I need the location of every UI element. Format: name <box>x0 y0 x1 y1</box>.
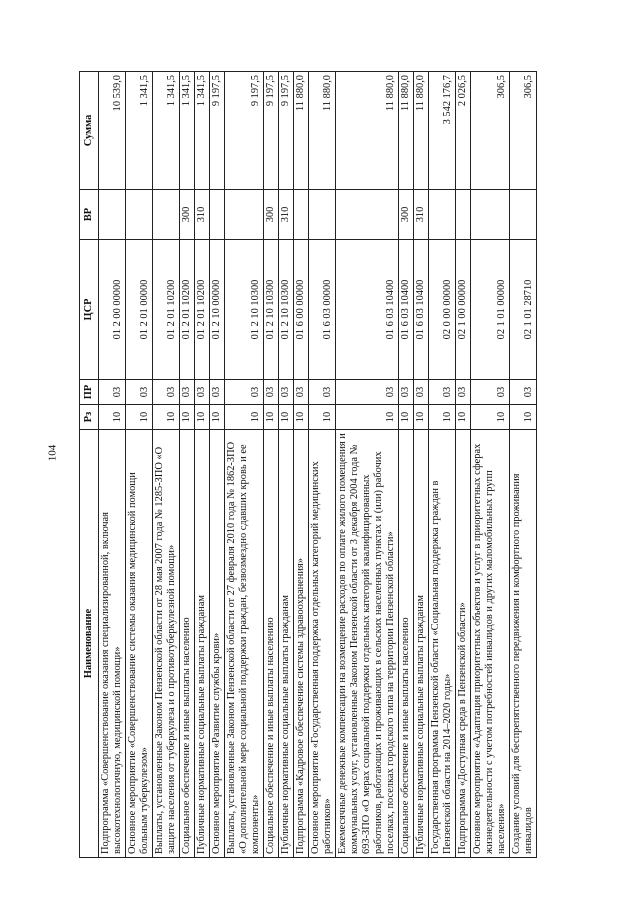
table-row <box>279 72 294 858</box>
table-row <box>429 72 456 858</box>
cell-csr: 01 2 00 00000 <box>99 240 126 380</box>
cell-name: Подпрограмма «Доступная среда в Пензенской области» <box>456 430 471 858</box>
cell-pr: 03 <box>279 380 294 405</box>
header-vr: ВР <box>80 190 99 240</box>
cell-csr: 01 2 01 10200 <box>153 240 180 380</box>
cell-pr: 03 <box>153 380 180 405</box>
table-row <box>456 72 471 858</box>
cell-vr <box>294 190 309 240</box>
table-row <box>294 72 309 858</box>
cell-sum: 306,5 <box>471 72 510 190</box>
table-row <box>126 72 153 858</box>
table-row <box>510 72 537 858</box>
cell-pr: 03 <box>399 380 414 405</box>
cell-name: Социальное обеспечение и иные выплаты населению <box>399 430 414 858</box>
cell-sum: 11 880,0 <box>336 72 399 190</box>
cell-name: Социальное обеспечение и иные выплаты населению <box>180 430 195 858</box>
cell-sum: 9 197,5 <box>279 72 294 190</box>
cell-csr: 01 6 00 00000 <box>294 240 309 380</box>
cell-sum: 11 880,0 <box>309 72 336 190</box>
cell-sum: 1 341,5 <box>153 72 180 190</box>
cell-csr: 01 2 10 10300 <box>225 240 264 380</box>
cell-csr: 02 1 00 00000 <box>456 240 471 380</box>
cell-name: Публичные нормативные социальные выплаты гражданам <box>195 430 210 858</box>
cell-sum: 10 539,0 <box>99 72 126 190</box>
cell-vr: 310 <box>195 190 210 240</box>
table-row <box>471 72 510 858</box>
cell-name: Государственная программа Пензенской области «Социальная поддержка граждан в Пензенской области на 2014–2020 годы» <box>429 430 456 858</box>
cell-sum: 1 341,5 <box>180 72 195 190</box>
cell-sum: 11 880,0 <box>399 72 414 190</box>
cell-csr: 01 6 03 10400 <box>414 240 429 380</box>
cell-vr <box>225 190 264 240</box>
header-sum: Сумма <box>80 72 99 190</box>
cell-vr <box>471 190 510 240</box>
cell-sum: 2 026,5 <box>456 72 471 190</box>
cell-csr: 01 2 01 00000 <box>126 240 153 380</box>
cell-rz: 10 <box>510 405 537 430</box>
cell-pr: 03 <box>510 380 537 405</box>
cell-name: Создание условий для беспрепятственного передвижения и комфортного проживания инвалидов <box>510 430 537 858</box>
cell-pr: 03 <box>99 380 126 405</box>
cell-pr: 03 <box>429 380 456 405</box>
header-pr: ПР <box>80 380 99 405</box>
cell-vr <box>99 190 126 240</box>
table-row <box>180 72 195 858</box>
cell-vr: 300 <box>399 190 414 240</box>
cell-csr: 01 6 03 10400 <box>399 240 414 380</box>
cell-vr: 310 <box>279 190 294 240</box>
cell-sum: 9 197,5 <box>210 72 225 190</box>
cell-sum: 3 542 176,7 <box>429 72 456 190</box>
cell-pr: 03 <box>264 380 279 405</box>
cell-rz: 10 <box>210 405 225 430</box>
cell-rz: 10 <box>471 405 510 430</box>
cell-pr: 03 <box>180 380 195 405</box>
page-number: 104 <box>46 444 58 462</box>
cell-vr <box>456 190 471 240</box>
cell-csr: 01 2 10 10300 <box>279 240 294 380</box>
cell-vr <box>210 190 225 240</box>
cell-vr <box>429 190 456 240</box>
cell-rz: 10 <box>225 405 264 430</box>
cell-rz: 10 <box>126 405 153 430</box>
cell-pr: 03 <box>309 380 336 405</box>
cell-sum: 11 880,0 <box>294 72 309 190</box>
cell-pr: 03 <box>336 380 399 405</box>
table-row <box>336 72 399 858</box>
table-row <box>99 72 126 858</box>
cell-rz: 10 <box>99 405 126 430</box>
cell-sum: 306,5 <box>510 72 537 190</box>
cell-name: Выплаты, установленные Законом Пензенской области от 27 февраля 2010 года № 1862-ЗПО «О дополнительной мере социальной поддержки граждан, безвозмездно сдавших кровь и ее компоненты» <box>225 430 264 858</box>
budget-table <box>79 71 537 858</box>
cell-csr: 01 2 01 10200 <box>195 240 210 380</box>
cell-vr <box>336 190 399 240</box>
cell-pr: 03 <box>414 380 429 405</box>
table-row <box>210 72 225 858</box>
cell-name: Социальное обеспечение и иные выплаты населению <box>264 430 279 858</box>
cell-pr: 03 <box>456 380 471 405</box>
table-row <box>414 72 429 858</box>
cell-rz: 10 <box>336 405 399 430</box>
cell-vr <box>153 190 180 240</box>
cell-rz: 10 <box>456 405 471 430</box>
cell-sum: 11 880,0 <box>414 72 429 190</box>
cell-rz: 10 <box>180 405 195 430</box>
cell-name: Выплаты, установленные Законом Пензенской области от 28 мая 2007 года № 1285-ЗПО «О защите населения от туберкулеза и о противотуберкулезной помощи» <box>153 430 180 858</box>
table-header-row <box>80 72 99 858</box>
cell-vr <box>309 190 336 240</box>
table-row <box>399 72 414 858</box>
cell-rz: 10 <box>195 405 210 430</box>
cell-csr: 02 1 01 28710 <box>510 240 537 380</box>
cell-name: Основное мероприятие «Адаптация приоритетных объектов и услуг в приоритетных сферах жизнедеятельности с учетом потребностей инвалидов и других маломобильных групп населения» <box>471 430 510 858</box>
cell-csr: 01 6 03 00000 <box>309 240 336 380</box>
cell-name: Публичные нормативные социальные выплаты гражданам <box>279 430 294 858</box>
cell-sum: 9 197,5 <box>264 72 279 190</box>
cell-rz: 10 <box>294 405 309 430</box>
table-row <box>309 72 336 858</box>
cell-pr: 03 <box>294 380 309 405</box>
cell-csr: 01 6 03 10400 <box>336 240 399 380</box>
cell-csr: 01 2 10 00000 <box>210 240 225 380</box>
cell-rz: 10 <box>264 405 279 430</box>
header-name: Наименование <box>80 430 99 858</box>
rotated-page <box>79 72 577 858</box>
cell-vr <box>126 190 153 240</box>
cell-rz: 10 <box>414 405 429 430</box>
cell-pr: 03 <box>195 380 210 405</box>
cell-vr: 300 <box>180 190 195 240</box>
cell-pr: 03 <box>126 380 153 405</box>
header-rz: Рз <box>80 405 99 430</box>
cell-pr: 03 <box>471 380 510 405</box>
cell-name: Ежемесячные денежные компенсации на возмещение расходов по оплате жилого помещения и коммунальных услуг, установленные Законом Пензенской области от 3 декабря 2004 года № 693-ЗПО «О мерах социальной поддержки отдельных категорий квалифицированных работников, работающих и проживающих в сельских населенных пунктах и (или) рабочих поселках, поселках городского типа на территории Пензенской области» <box>336 430 399 858</box>
cell-vr <box>510 190 537 240</box>
cell-name: Основное мероприятие «Развитие службы крови» <box>210 430 225 858</box>
header-csr: ЦСР <box>80 240 99 380</box>
cell-rz: 10 <box>309 405 336 430</box>
cell-name: Основное мероприятие «Совершенствование системы оказания медицинской помощи больным туберкулезом» <box>126 430 153 858</box>
cell-rz: 10 <box>429 405 456 430</box>
cell-sum: 1 341,5 <box>195 72 210 190</box>
cell-name: Подпрограмма «Совершенствование оказания специализированной, включая высокотехнологичную, медицинской помощи» <box>99 430 126 858</box>
cell-rz: 10 <box>279 405 294 430</box>
cell-sum: 1 341,5 <box>126 72 153 190</box>
cell-rz: 10 <box>399 405 414 430</box>
table-row <box>225 72 264 858</box>
cell-sum: 9 197,5 <box>225 72 264 190</box>
cell-name: Подпрограмма «Кадровое обеспечение системы здравоохранения» <box>294 430 309 858</box>
cell-name: Основное мероприятие «Государственная поддержка отдельных категорий медицинских работников» <box>309 430 336 858</box>
table-row <box>153 72 180 858</box>
cell-csr: 02 1 01 00000 <box>471 240 510 380</box>
cell-pr: 03 <box>225 380 264 405</box>
cell-csr: 02 0 00 00000 <box>429 240 456 380</box>
cell-vr: 300 <box>264 190 279 240</box>
cell-csr: 01 2 10 10300 <box>264 240 279 380</box>
table-row <box>195 72 210 858</box>
cell-vr: 310 <box>414 190 429 240</box>
cell-rz: 10 <box>153 405 180 430</box>
table-row <box>264 72 279 858</box>
cell-name: Публичные нормативные социальные выплаты гражданам <box>414 430 429 858</box>
cell-pr: 03 <box>210 380 225 405</box>
cell-csr: 01 2 01 10200 <box>180 240 195 380</box>
